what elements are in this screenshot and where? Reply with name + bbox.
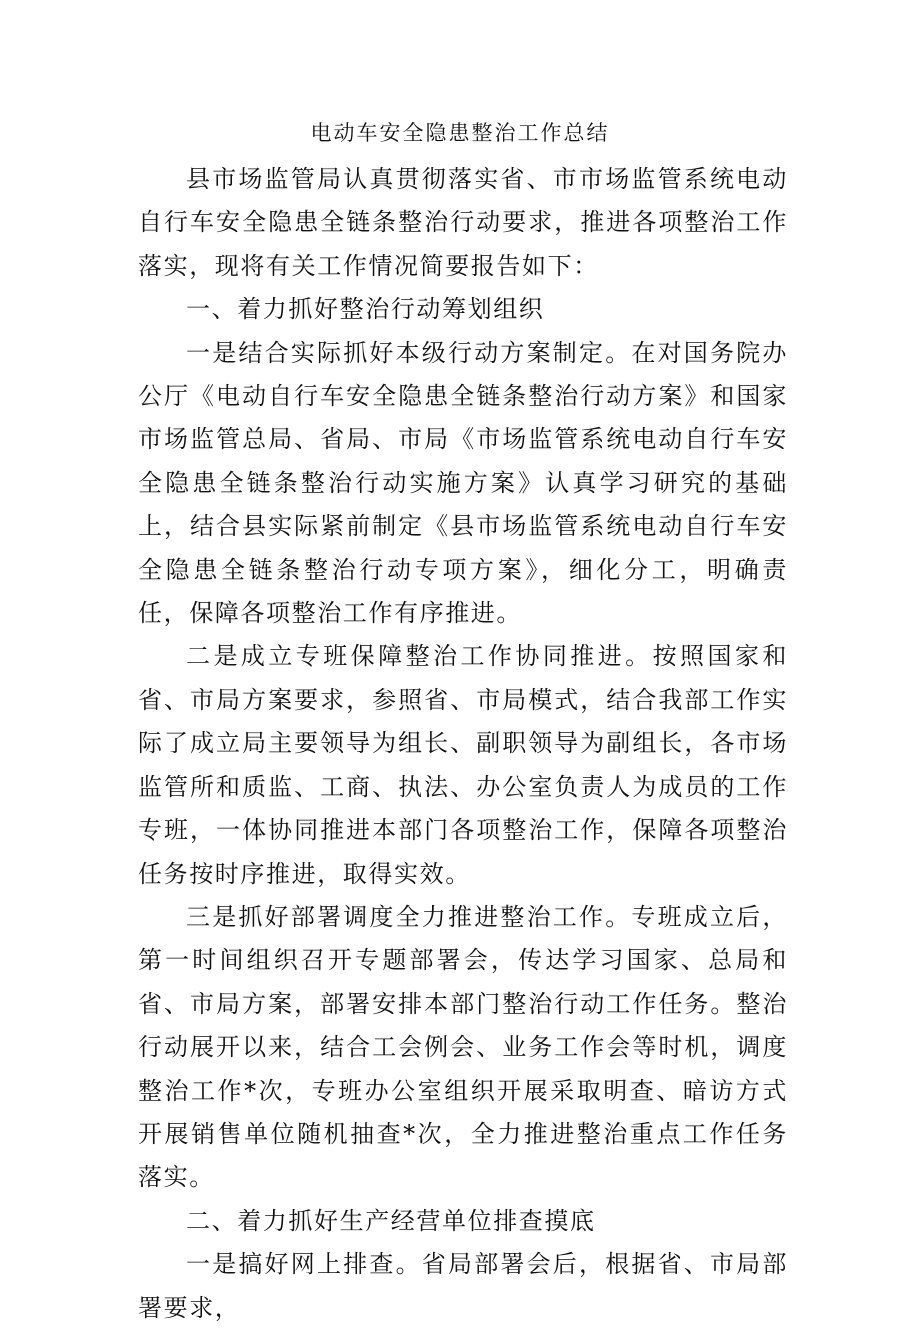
- section-1-paragraph-2: 二是成立专班保障整治工作协同推进。按照国家和省、市局方案要求，参照省、市局模式，结合我部工作实际了成立局主要领导为组长、副职领导为副组长，各市场监管所和质监、工商、执法、办公室负责人为成员的工作专班，一体协同推进本部门各项整治工作，保障各项整治任务按时序推进，取得实效。: [138, 642, 788, 888]
- section-2-paragraph-1: 一是搞好网上排查。省局部署会后，根据省、市局部署要求，: [138, 1250, 788, 1322]
- section-1-paragraph-1: 一是结合实际抓好本级行动方案制定。在对国务院办公厅《电动自行车安全隐患全链条整治行动方案》和国家市场监管总局、省局、市局《市场监管系统电动自行车安全隐患全链条整治行动实施方案》认真学习研究的基础上，结合县实际紧前制定《县市场监管系统电动自行车安全隐患全链条整治行动专项方案》，细化分工，明确责任，保障各项整治工作有序推进。: [138, 338, 788, 628]
- intro-paragraph: 县市场监管局认真贯彻落实省、市市场监管系统电动自行车安全隐患全链条整治行动要求，推进各项整治工作落实，现将有关工作情况简要报告如下：: [138, 165, 788, 280]
- document-body: [138, 158, 788, 1330]
- section-heading-1: 一、着力抓好整治行动筹划组织: [186, 295, 545, 324]
- section-heading-2: 二、着力抓好生产经营单位排查摸底: [186, 1206, 596, 1235]
- section-1-paragraph-3: 三是抓好部署调度全力推进整治工作。专班成立后，第一时间组织召开专题部署会，传达学习国家、总局和省、市局方案，部署安排本部门整治行动工作任务。整治行动展开以来，结合工会例会、业务工作会等时机，调度整治工作*次，专班办公室组织开展采取明查、暗访方式开展销售单位随机抽查*次，全力推进整治重点工作任务落实。: [138, 902, 788, 1192]
- document-title: 电动车安全隐患整治工作总结: [310, 121, 610, 145]
